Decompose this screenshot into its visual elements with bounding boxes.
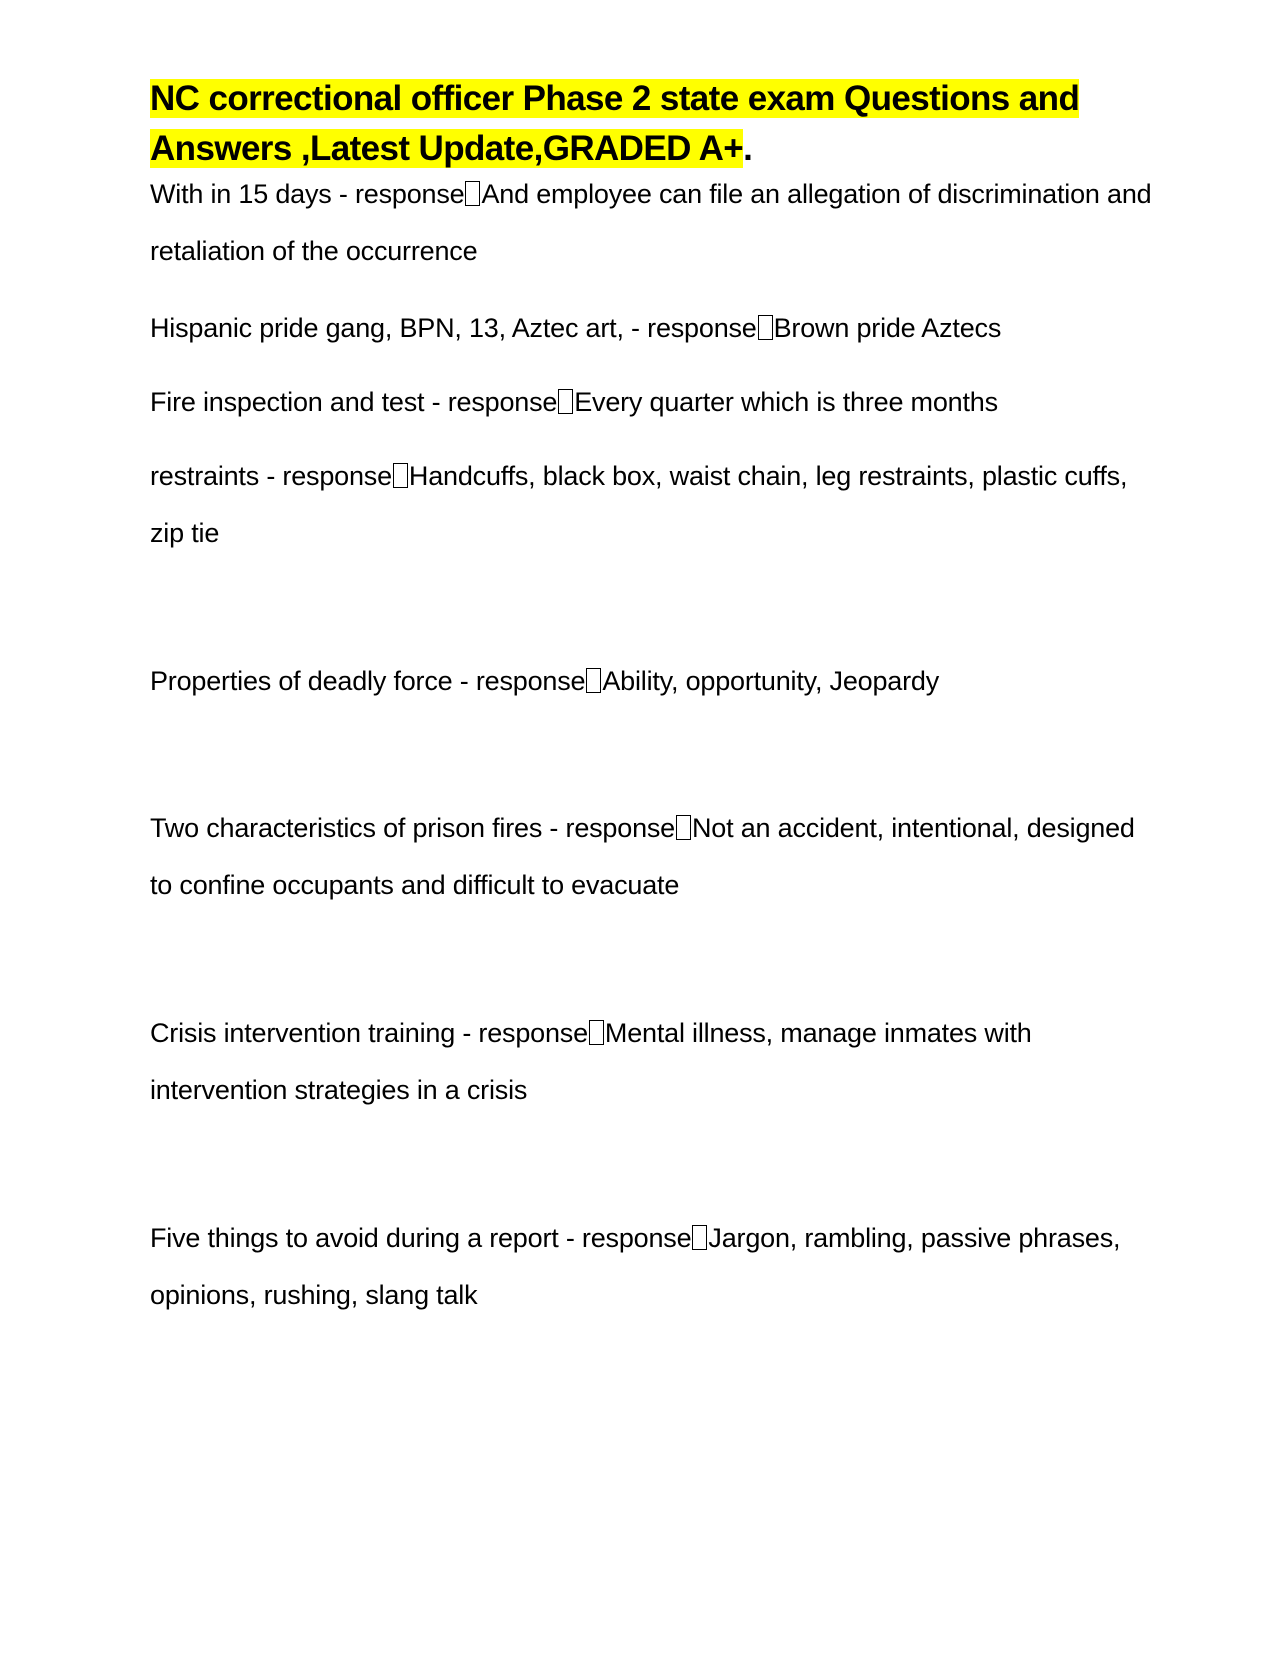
qa-answer: Jargon, rambling, passive phrases, opinions, rushing, slang talk (150, 1223, 1121, 1310)
qa-question: Properties of deadly force - response (150, 666, 586, 696)
title-highlight: NC correctional officer Phase 2 state exam Questions and Answers ,Latest Update,GRADED A+ (150, 79, 1080, 168)
qa-question: Hispanic pride gang, BPN, 13, Aztec art, - response (150, 313, 757, 343)
missing-glyph-icon (589, 1020, 604, 1045)
document-title (150, 74, 1150, 174)
qa-entry (150, 374, 1160, 431)
qa-answer: Every quarter which is three months (574, 387, 998, 417)
qa-question: Five things to avoid during a report - response (150, 1223, 692, 1253)
qa-entry (150, 300, 1160, 357)
qa-entry (150, 1005, 1160, 1119)
missing-glyph-icon (393, 463, 408, 488)
title-period: . (743, 129, 753, 168)
qa-answer: Not an accident, intentional, designed to confine occupants and difficult to evacuate (150, 813, 1135, 900)
missing-glyph-icon (692, 1225, 707, 1250)
missing-glyph-icon (558, 389, 573, 414)
qa-entry (150, 166, 1160, 280)
missing-glyph-icon (676, 815, 691, 840)
qa-answer: Ability, opportunity, Jeopardy (602, 666, 940, 696)
qa-question: With in 15 days - response (150, 179, 465, 209)
qa-answer: Handcuffs, black box, waist chain, leg restraints, plastic cuffs, zip tie (150, 461, 1128, 548)
qa-answer: And employee can file an allegation of discrimination and retaliation of the occurrence (150, 179, 1152, 266)
qa-entry (150, 800, 1160, 914)
qa-answer: Mental illness, manage inmates with intervention strategies in a crisis (150, 1018, 1032, 1105)
missing-glyph-icon (758, 315, 773, 340)
qa-entry (150, 1210, 1160, 1324)
qa-question: restraints - response (150, 461, 392, 491)
qa-entry (150, 448, 1160, 562)
missing-glyph-icon (465, 181, 480, 206)
missing-glyph-icon (586, 668, 601, 693)
qa-answer: Brown pride Aztecs (773, 313, 1002, 343)
qa-question: Crisis intervention training - response (150, 1018, 588, 1048)
qa-question: Two characteristics of prison fires - response (150, 813, 675, 843)
qa-question: Fire inspection and test - response (150, 387, 558, 417)
qa-entry (150, 653, 1160, 710)
